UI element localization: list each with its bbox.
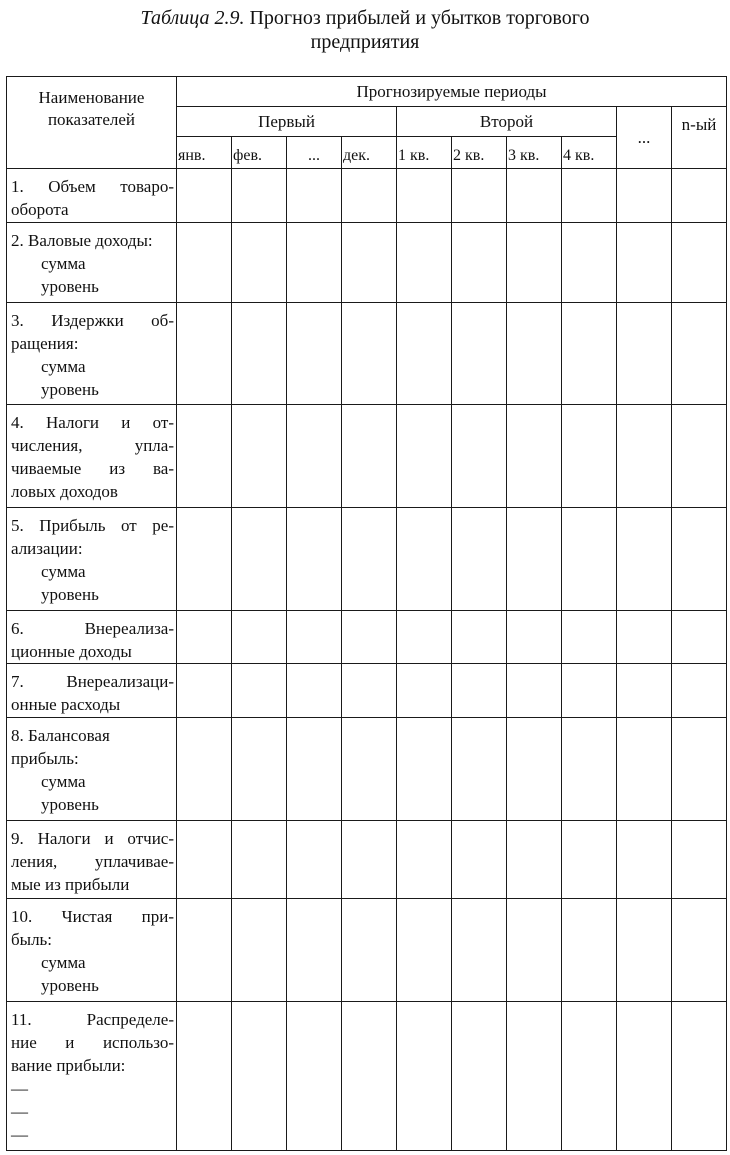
indicator-line: 4. Налоги и от- (11, 413, 174, 432)
value-cell (232, 899, 287, 1002)
indicator-line: ализации: (11, 539, 83, 558)
indicator-header-line: Наименование (38, 88, 145, 107)
indicator-line: уровень (41, 976, 99, 995)
value-cell (287, 169, 342, 223)
indicator-line: 8. Балансовая (11, 726, 110, 745)
indicator-line: чиваемые из ва- (11, 459, 174, 478)
indicator-line: быль: (11, 930, 53, 949)
value-cell (287, 611, 342, 664)
value-cell (342, 223, 397, 303)
indicator-line: онные расходы (11, 695, 121, 714)
value-cell (342, 899, 397, 1002)
value-cell (672, 899, 727, 1002)
table-row (7, 405, 727, 508)
subperiod-q2: 2 кв. (452, 137, 507, 169)
value-cell (617, 405, 672, 508)
indicator-line: 10. Чистая при- (11, 907, 174, 926)
indicator-line: сумма (41, 357, 86, 376)
indicator-cell (7, 223, 177, 303)
value-cell (342, 405, 397, 508)
value-cell (397, 821, 452, 899)
value-cell (397, 508, 452, 611)
value-cell (672, 718, 727, 821)
indicator-line: 11. Распределе- (11, 1010, 174, 1029)
value-cell (452, 899, 507, 1002)
subperiod-q3: 3 кв. (507, 137, 562, 169)
value-cell (232, 169, 287, 223)
indicator-line: 5. Прибыль от ре- (11, 516, 174, 535)
value-cell (562, 899, 617, 1002)
value-cell (287, 303, 342, 405)
indicator-cell (7, 169, 177, 223)
value-cell (452, 1002, 507, 1151)
indicator-line: 1. Объем товаро- (11, 177, 174, 196)
value-cell (177, 821, 232, 899)
value-cell (177, 303, 232, 405)
value-cell (177, 223, 232, 303)
value-cell (177, 169, 232, 223)
indicator-line: уровень (41, 585, 99, 604)
value-cell (672, 664, 727, 718)
table-row (7, 821, 727, 899)
indicator-cell (7, 303, 177, 405)
value-cell (397, 611, 452, 664)
value-cell (452, 405, 507, 508)
value-cell (507, 664, 562, 718)
value-cell (617, 899, 672, 1002)
subperiod-q4: 4 кв. (562, 137, 617, 169)
value-cell (617, 508, 672, 611)
value-cell (287, 508, 342, 611)
value-cell (617, 821, 672, 899)
indicator-cell (7, 1002, 177, 1151)
value-cell (452, 718, 507, 821)
value-cell (507, 1002, 562, 1151)
forecast-periods-header: Прогнозируемые периоды (177, 77, 727, 107)
indicator-line: прибыль: (11, 749, 79, 768)
indicator-cell (7, 508, 177, 611)
value-cell (672, 223, 727, 303)
indicator-line: сумма (41, 772, 86, 791)
value-cell (342, 611, 397, 664)
nth-period-header: n-ый (672, 107, 727, 169)
value-cell (562, 1002, 617, 1151)
value-cell (672, 169, 727, 223)
value-cell (672, 1002, 727, 1151)
value-cell (342, 664, 397, 718)
value-cell (507, 821, 562, 899)
table-row (7, 508, 727, 611)
table-row (7, 223, 727, 303)
value-cell (342, 821, 397, 899)
subperiod-dec: дек. (342, 137, 397, 169)
value-cell (287, 821, 342, 899)
value-cell (287, 899, 342, 1002)
value-cell (177, 508, 232, 611)
second-period-header: Второй (397, 107, 617, 137)
indicator-line: 3. Издержки об- (11, 311, 174, 330)
first-period-header: Первый (177, 107, 397, 137)
table-row (7, 718, 727, 821)
ellipsis-period-header: ... (617, 107, 672, 169)
value-cell (562, 169, 617, 223)
value-cell (287, 405, 342, 508)
indicator-line: 6. Внереализа- (11, 619, 174, 638)
value-cell (232, 1002, 287, 1151)
value-cell (617, 169, 672, 223)
value-cell (232, 718, 287, 821)
value-cell (617, 223, 672, 303)
value-cell (397, 664, 452, 718)
value-cell (562, 664, 617, 718)
caption-line-1 (0, 6, 730, 30)
caption-title: Прогноз прибылей и убытков торгового (249, 7, 590, 29)
indicator-line: оборота (11, 200, 69, 219)
value-cell (617, 718, 672, 821)
value-cell (507, 718, 562, 821)
table-body (7, 169, 727, 1151)
value-cell (177, 718, 232, 821)
table-row (7, 611, 727, 664)
table-caption (0, 6, 730, 54)
value-cell (507, 223, 562, 303)
indicator-cell (7, 405, 177, 508)
value-cell (232, 303, 287, 405)
value-cell (287, 223, 342, 303)
indicator-line: — (11, 1102, 28, 1121)
value-cell (617, 611, 672, 664)
value-cell (342, 303, 397, 405)
value-cell (507, 169, 562, 223)
value-cell (232, 508, 287, 611)
indicator-column-header (7, 77, 177, 169)
value-cell (232, 405, 287, 508)
value-cell (397, 899, 452, 1002)
value-cell (452, 169, 507, 223)
indicator-line: уровень (41, 380, 99, 399)
indicator-line: числения, упла- (11, 436, 174, 455)
indicator-line: уровень (41, 795, 99, 814)
caption-line-2: предприятия (310, 31, 420, 53)
table-row (7, 1002, 727, 1151)
subperiod-feb: фев. (232, 137, 287, 169)
forecast-table (6, 76, 727, 1151)
table-row (7, 664, 727, 718)
value-cell (397, 169, 452, 223)
value-cell (177, 611, 232, 664)
value-cell (452, 821, 507, 899)
value-cell (562, 611, 617, 664)
value-cell (287, 1002, 342, 1151)
value-cell (452, 303, 507, 405)
value-cell (507, 899, 562, 1002)
value-cell (287, 718, 342, 821)
indicator-cell (7, 718, 177, 821)
value-cell (507, 303, 562, 405)
value-cell (617, 664, 672, 718)
value-cell (177, 899, 232, 1002)
value-cell (562, 405, 617, 508)
value-cell (397, 223, 452, 303)
value-cell (342, 718, 397, 821)
table-row (7, 303, 727, 405)
indicator-line: ловых доходов (11, 482, 118, 501)
indicator-line: ращения: (11, 334, 79, 353)
indicator-line: вание прибыли: (11, 1056, 126, 1075)
indicator-line: ления, уплачивае- (11, 852, 174, 871)
indicator-line: 2. Валовые доходы: (11, 231, 153, 250)
indicator-line: сумма (41, 254, 86, 273)
value-cell (562, 223, 617, 303)
value-cell (452, 223, 507, 303)
table-row (7, 899, 727, 1002)
indicator-line: ние и использо- (11, 1033, 174, 1052)
value-cell (232, 664, 287, 718)
value-cell (397, 718, 452, 821)
value-cell (452, 664, 507, 718)
value-cell (507, 611, 562, 664)
value-cell (672, 405, 727, 508)
indicator-line: 7. Внереализаци- (11, 672, 174, 691)
value-cell (562, 821, 617, 899)
value-cell (232, 223, 287, 303)
value-cell (672, 508, 727, 611)
indicator-header-line: показателей (47, 110, 136, 129)
value-cell (617, 1002, 672, 1151)
value-cell (507, 405, 562, 508)
subperiod-q1: 1 кв. (397, 137, 452, 169)
value-cell (342, 508, 397, 611)
value-cell (562, 508, 617, 611)
value-cell (672, 303, 727, 405)
value-cell (342, 1002, 397, 1151)
value-cell (287, 664, 342, 718)
indicator-line: сумма (41, 562, 86, 581)
indicator-line: мые из прибыли (11, 875, 130, 894)
value-cell (507, 508, 562, 611)
value-cell (232, 611, 287, 664)
value-cell (342, 169, 397, 223)
value-cell (397, 405, 452, 508)
subperiod-ellipsis: ... (287, 137, 342, 169)
value-cell (177, 1002, 232, 1151)
value-cell (672, 611, 727, 664)
indicator-line: сумма (41, 953, 86, 972)
value-cell (177, 664, 232, 718)
value-cell (562, 718, 617, 821)
value-cell (452, 508, 507, 611)
value-cell (232, 821, 287, 899)
indicator-cell (7, 664, 177, 718)
indicator-cell (7, 899, 177, 1002)
value-cell (397, 303, 452, 405)
value-cell (452, 611, 507, 664)
value-cell (617, 303, 672, 405)
indicator-line: 9. Налоги и отчис- (11, 829, 174, 848)
indicator-cell (7, 611, 177, 664)
indicator-line: — (11, 1125, 28, 1144)
value-cell (177, 405, 232, 508)
subperiod-jan: янв. (177, 137, 232, 169)
indicator-line: — (11, 1079, 28, 1098)
indicator-cell (7, 821, 177, 899)
value-cell (672, 821, 727, 899)
value-cell (397, 1002, 452, 1151)
caption-label: Таблица 2.9. (140, 7, 245, 29)
table-row (7, 169, 727, 223)
indicator-line: ционные доходы (11, 642, 132, 661)
indicator-line: уровень (41, 277, 99, 296)
value-cell (562, 303, 617, 405)
